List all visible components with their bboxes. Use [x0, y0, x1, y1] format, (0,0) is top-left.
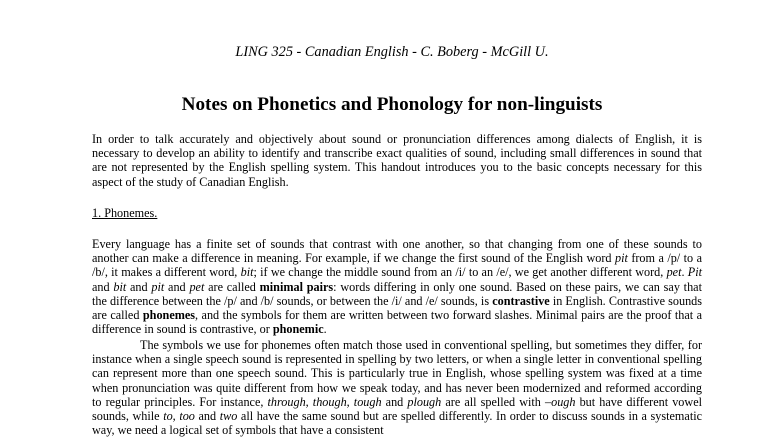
- phonemes-paragraph: Every language has a finite set of sounds that contrast with one another, so that changing from one of these sounds to another can make a difference in meaning. For example, if we change the first sound of the English word pit from a /p/ to a /b/, it makes a different word, bit; if we change the middle sound from an /i/ to an /e/, we get another different word, pet. Pit and bit and pit and pet are called minimal pairs: words differing in only one sound. Based on these pairs, we can say that the difference between the /p/ and /b/ sounds, or between the /i/ and /e/ sounds, is contrastive in English. Contrastive sounds are called phonemes, and the symbols for them are written between two forward slashes. Minimal pairs are the proof that a difference in sound is contrastive, or phonemic.: [92, 237, 702, 337]
- symbols-paragraph: The symbols we use for phonemes often match those used in conventional spelling, but sometimes they differ, for instance when a single speech sound is represented in spelling by two letters, or when a single letter in conventional spelling can represent more than one speech sound. This is particularly true in English, whose spelling system was fixed at a time when pronunciation was quite different from how we speak today, and has never been modernized and reformed according to regular principles. For instance, through, though, tough and plough are all spelled with –ough but have different vowel sounds, while to, too and two all have the same sound but are spelled differently. In order to discuss sounds in a systematic way, we need a logical set of symbols that have a consistent: [92, 338, 702, 438]
- example-word: bit: [240, 265, 254, 280]
- example-word: to, too: [163, 409, 195, 424]
- example-word: bit: [113, 279, 127, 294]
- example-word: pit: [614, 251, 628, 266]
- example-word: pit: [151, 279, 165, 294]
- example-word: plough: [407, 394, 442, 409]
- term-minimal-pairs: minimal pairs: [259, 279, 334, 294]
- term-phonemic: phonemic: [272, 322, 324, 337]
- example-word: pet: [189, 279, 205, 294]
- term-contrastive: contrastive: [492, 293, 550, 308]
- course-header: LING 325 - Canadian English - C. Boberg - McGill U.: [235, 44, 549, 60]
- example-word: through, though, tough: [267, 394, 382, 409]
- term-phonemes: phonemes: [142, 308, 196, 323]
- example-word: pet: [666, 265, 682, 280]
- example-word: –ough: [545, 394, 576, 409]
- example-word: Pit: [687, 265, 702, 280]
- intro-paragraph: In order to talk accurately and objectively about sound or pronunciation differences among dialects of English, it is necessary to develop an ability to identify and transcribe exact qualities of sound, including small differences in sound that are not represented by the English spelling system. This handout introduces you to the basic concepts necessary for this aspect of the study of Canadian English.: [92, 132, 702, 189]
- example-word: two: [219, 409, 238, 424]
- document-title: Notes on Phonetics and Phonology for non-linguists: [181, 94, 603, 115]
- section-heading-phonemes: 1. Phonemes.: [92, 206, 158, 220]
